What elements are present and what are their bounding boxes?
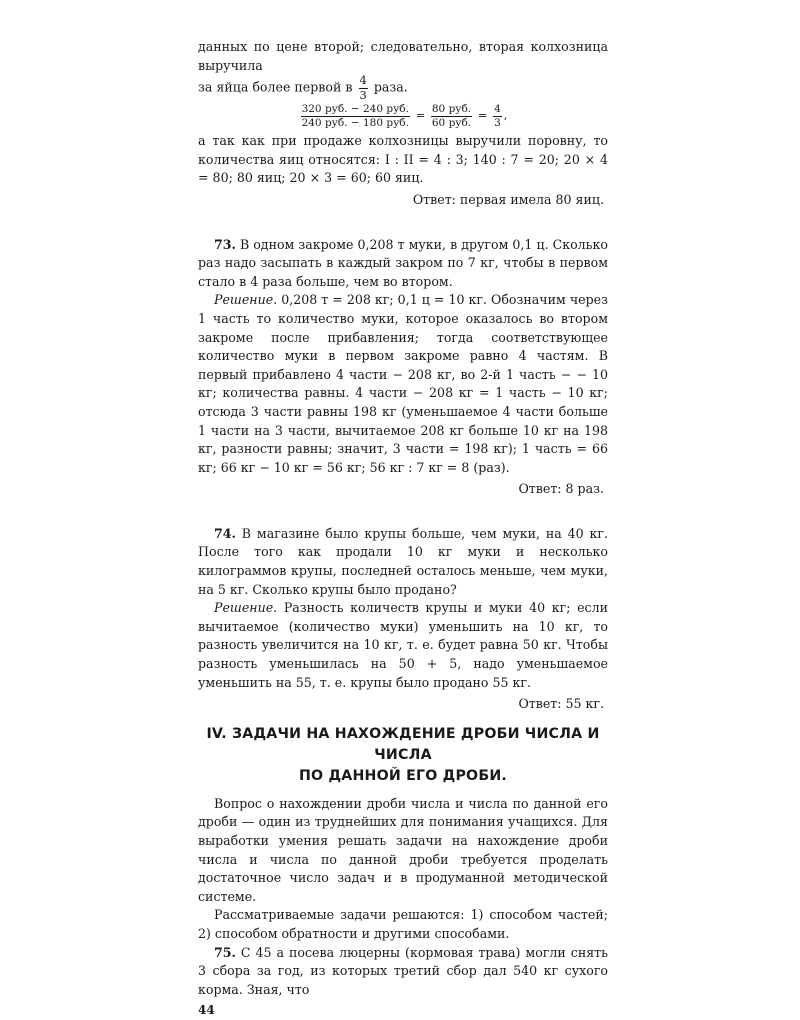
solution-73 (198, 291, 608, 477)
fraction-numerator: 4 (359, 73, 367, 88)
paragraph: Вопрос о нахождении дроби числа и числа по данной его дроби — один из труднейших для понимания учащихся. Для выработки умения решать задачи на нахождение дроби числа и числа по данной дроби требуется проделать достаточное число задач и в продуманной методической системе. (198, 795, 608, 904)
problem-74 (198, 525, 608, 599)
fraction (493, 104, 502, 128)
fraction (431, 104, 472, 128)
paragraph: Рассматриваемые задачи решаются: 1) способом частей; 2) способом обратности и другими способами. (198, 907, 608, 941)
fraction-denominator: 3 (359, 87, 367, 102)
solution-74 (198, 599, 608, 692)
text-line (198, 75, 608, 101)
solution-label: Решение. (214, 600, 278, 616)
fraction-denominator: 3 (494, 116, 501, 129)
section-heading (198, 724, 608, 787)
page-number: 44 (198, 1003, 215, 1018)
fraction-numerator: 80 руб. (431, 103, 472, 116)
problem-text: В одном закроме 0,208 т муки, в другом 0,1 ц. Сколько раз надо засыпать в каждый закром по 7 кг, чтобы в первом стало в 4 раза больше, чем во втором. (198, 236, 608, 289)
problem-text: В магазине было крупы больше, чем муки, на 40 кг. После того как продали 10 кг муки и несколько килограммов крупы, последней осталось меньше, чем муки, на 5 кг. Сколько крупы было продано? (198, 525, 608, 597)
problem-number: 73. (214, 236, 236, 252)
problem-number: 75. (214, 944, 236, 960)
comma: , (503, 108, 508, 123)
paragraph: а так как при продаже колхозницы выручили поровну, то количества яиц относятся: I : II = 4 : 3; 140 : 7 = 20; 20 × 4 = 80; 80 яиц; 20 × 3 = 60; 60 яиц. (198, 133, 608, 186)
text-fragment: раза. (373, 79, 408, 95)
answer: Ответ: 8 раз. (518, 481, 604, 497)
fraction-numerator: 4 (494, 103, 501, 116)
solution-text: Разность количеств крупы и муки 40 кг; если вычитаемое (количество муки) уменьшить на 10 кг, то разность увеличится на 10 кг, т. е. будет равна 50 кг. Чтобы разность уменьшилась на 50 + 5, надо уменьшаемое уменьшить на 55, т. е. крупы было продано 55 кг. (198, 600, 608, 690)
fraction (301, 104, 410, 128)
equation (198, 104, 608, 128)
problem-73 (198, 236, 608, 292)
spacer (198, 503, 608, 525)
heading-line: IV. ЗАДАЧИ НА НАХОЖДЕНИЕ ДРОБИ ЧИСЛА И ЧИСЛА (206, 725, 600, 763)
answer: Ответ: первая имела 80 яиц. (412, 191, 604, 207)
heading-line: ПО ДАННОЙ ЕГО ДРОБИ. (298, 767, 507, 784)
problem-text: С 45 а посева люцерны (кормовая трава) могли снять 3 сбора за год, из которых третий сбор дал 540 кг сухого корма. Зная, что (198, 944, 608, 997)
fraction (359, 75, 368, 101)
text-line: данных по цене второй; следовательно, вторая колхозница выручила (198, 39, 608, 73)
spacer (198, 214, 608, 236)
fraction-numerator: 320 руб. − 240 руб. (301, 103, 409, 116)
problem-number: 74. (214, 525, 236, 541)
equals-sign: = (415, 108, 426, 123)
equals-sign: = (477, 108, 488, 123)
fraction-denominator: 60 руб. (431, 116, 472, 129)
problem-75 (198, 944, 608, 1000)
text-fragment: за яйца более первой в (198, 79, 353, 95)
answer: Ответ: 55 кг. (518, 696, 604, 712)
solution-label: Решение. (214, 292, 278, 308)
solution-text: 0,208 т = 208 кг; 0,1 ц = 10 кг. Обозначим через 1 часть то количество муки, которое оказалось во втором закроме после прибавления; тогда соответствующее количество муки в первом закроме равно 4 частям. В первый прибавлено 4 части − 208 кг, во 2-й 1 часть − − 10 кг; количества равны. 4 части − 208 кг = 1 часть − 10 кг; отсюда 3 части равны 198 кг (уменьшаемое 4 части больше 1 части на 3 части, вычитаемое 208 кг больше 10 кг на 198 кг, разности равны; значит, 3 части = 198 кг); 1 часть = 66 кг; 66 кг − 10 кг = 56 кг; 56 кг : 7 кг = 8 (раз). (198, 292, 608, 475)
book-page (198, 38, 608, 1020)
fraction-denominator: 240 руб. − 180 руб. (301, 116, 409, 129)
